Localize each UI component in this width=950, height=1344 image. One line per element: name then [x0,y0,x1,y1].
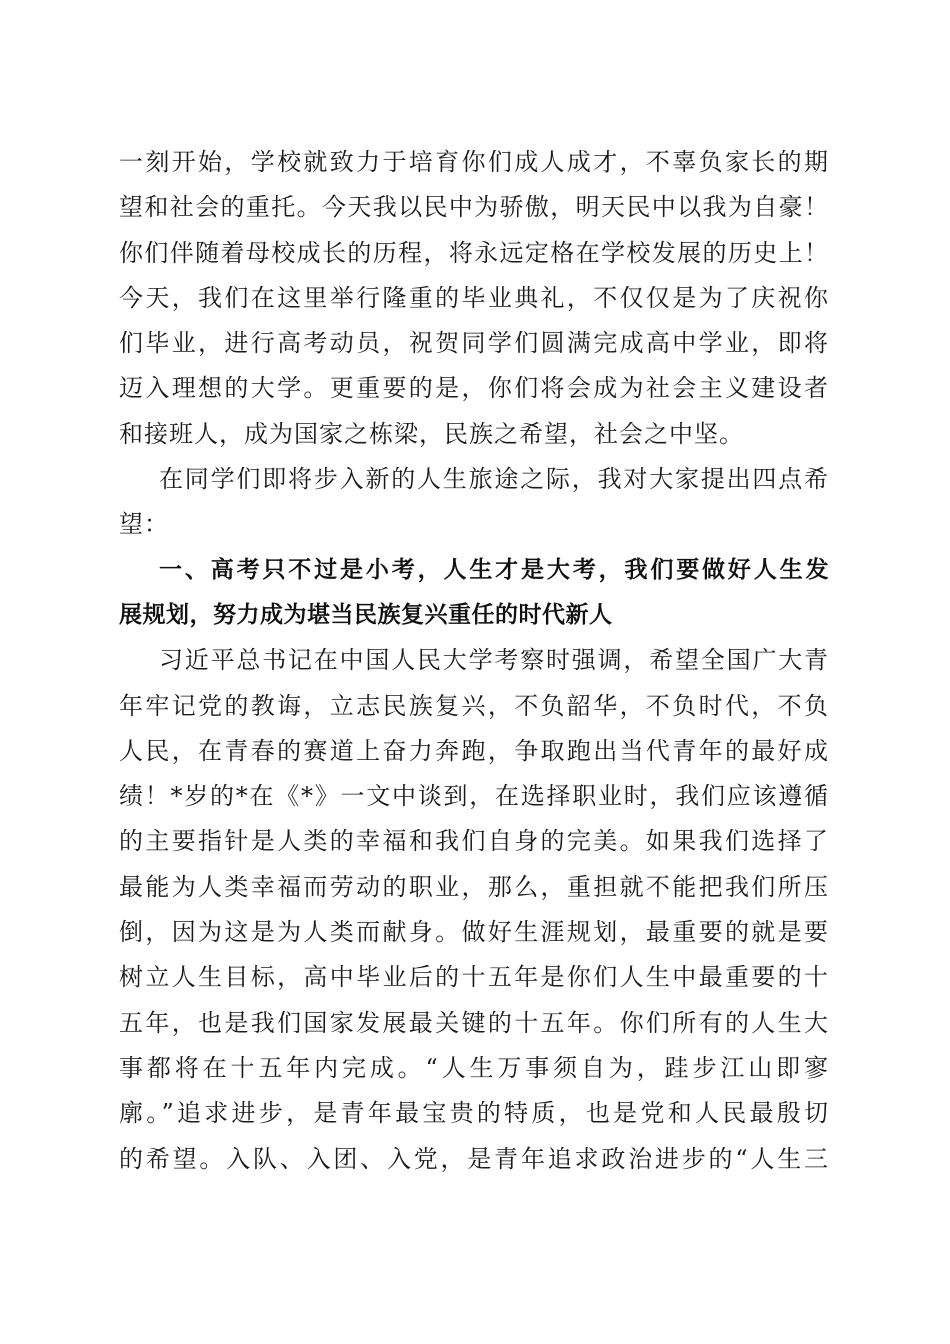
text-line: 年牢记党的教诲，立志民族复兴，不负韶华，不负时代，不负 [119,691,829,720]
text-line: 今天，我们在这里举行隆重的毕业典礼，不仅仅是为了庆祝你 [119,283,829,312]
text-line: 的希望。入队、入团、入党，是青年追求政治进步的“人生三 [119,1144,829,1173]
text-line: 的主要指针是人类的幸福和我们自身的完美。如果我们选择了 [119,827,829,856]
document-body [119,140,829,1182]
section-heading-line: 展规划，努力成为堪当民族复兴重任的时代新人 [119,601,613,628]
text-line: 事都将在十五年内完成。“人生万事须自为，跬步江山即寥 [119,1053,829,1082]
text-line: 迈入理想的大学。更重要的是，你们将会成为社会主义建设者 [119,374,829,403]
text-line: 你们伴随着母校成长的历程，将永远定格在学校发展的历史上！ [119,238,829,267]
text-line: 和接班人，成为国家之栋梁，民族之希望，社会之中坚。 [119,419,744,448]
text-line: 望： [119,510,169,539]
text-line: 绩！*岁的*在《*》一文中谈到，在选择职业时，我们应该遵循 [119,782,829,811]
text-line: 们毕业，进行高考动员，祝贺同学们圆满完成高中学业，即将 [119,329,829,358]
text-line: 在同学们即将步入新的人生旅途之际，我对大家提出四点希 [159,465,829,494]
text-line: 最能为人类幸福而劳动的职业，那么，重担就不能把我们所压 [119,872,829,901]
text-line: 习近平总书记在中国人民大学考察时强调，希望全国广大青 [159,646,829,675]
text-line: 廓。”追求进步，是青年最宝贵的特质，也是党和人民最殷切 [119,1099,829,1128]
text-line: 望和社会的重托。今天我以民中为骄傲，明天民中以我为自豪！ [119,193,829,222]
section-heading-line: 一、高考只不过是小考，人生才是大考，我们要做好人生发 [159,556,829,583]
text-line: 五年，也是我们国家发展最关键的十五年。你们所有的人生大 [119,1008,829,1037]
text-line: 树立人生目标，高中毕业后的十五年是你们人生中最重要的十 [119,963,829,992]
text-line: 一刻开始，学校就致力于培育你们成人成才，不辜负家长的期 [119,148,829,176]
text-line: 人民，在青春的赛道上奋力奔跑，争取跑出当代青年的最好成 [119,736,829,765]
text-line: 倒，因为这是为人类而献身。做好生涯规划，最重要的就是要 [119,918,829,947]
